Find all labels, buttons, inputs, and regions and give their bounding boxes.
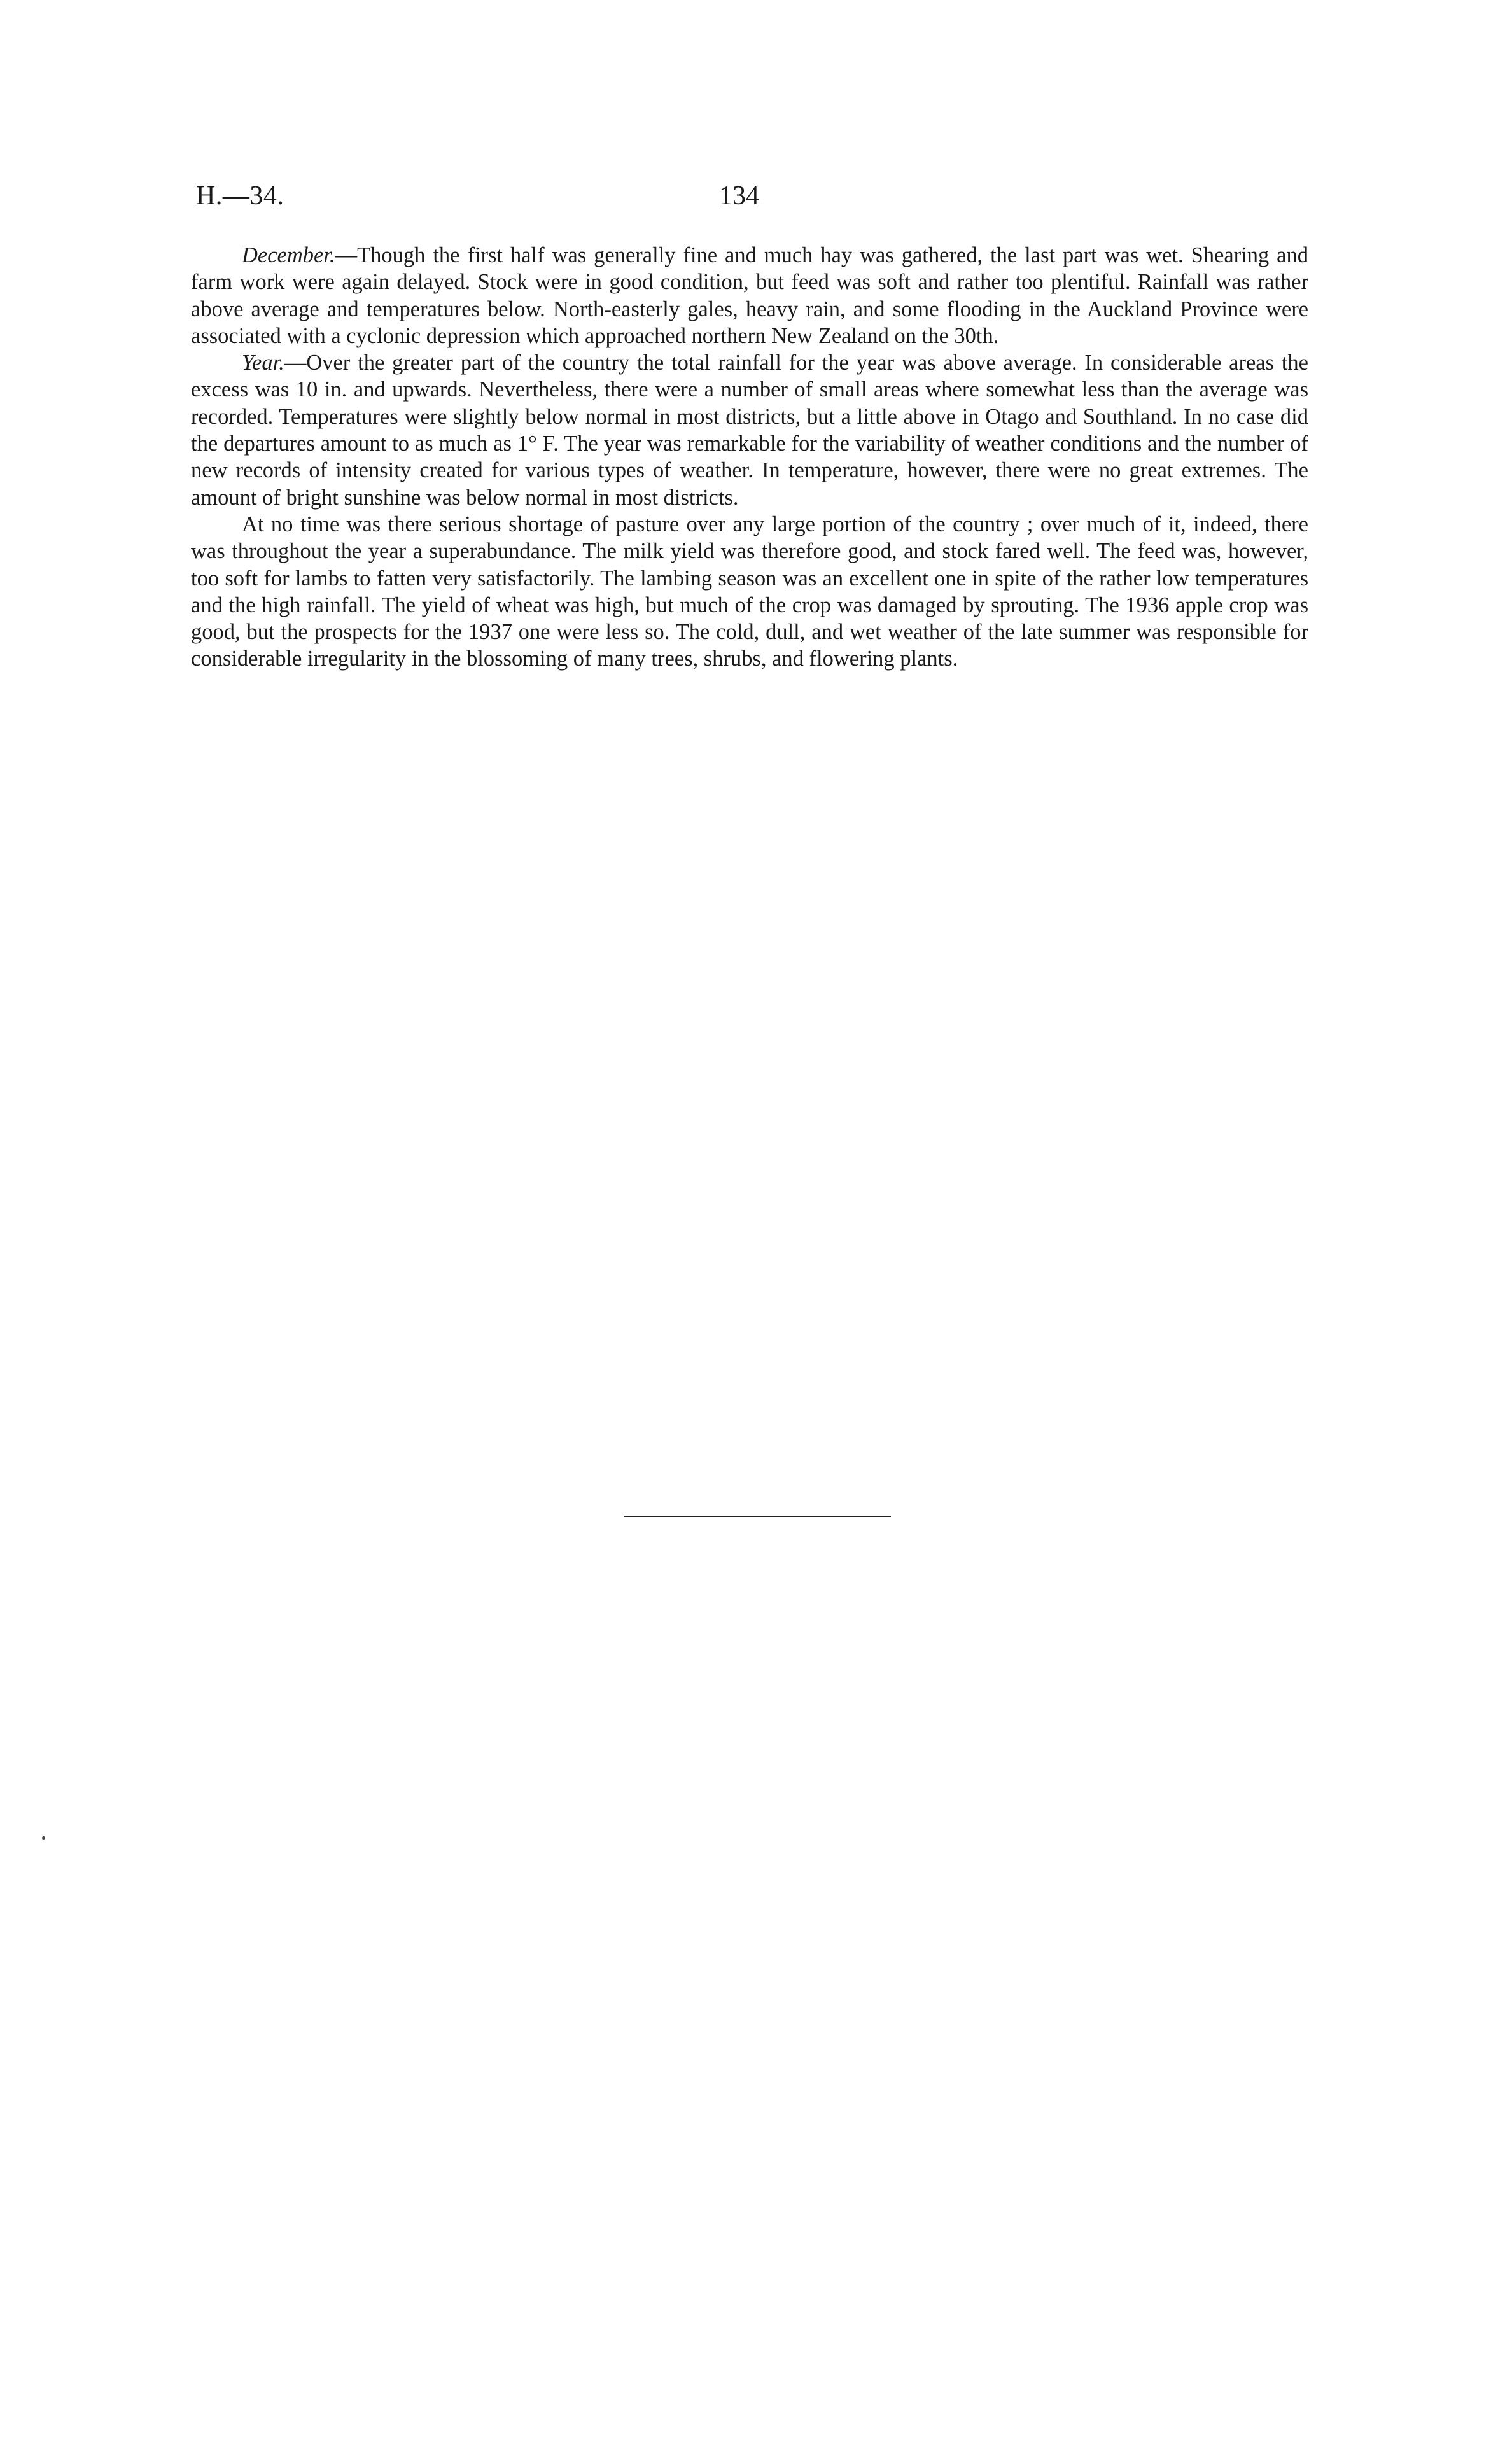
paragraph-text: At no time was there serious shortage of pasture over any large portion of the country ; over much of it, indeed, there was throughout the year a superabundance. The milk yield was therefore good, and stock fared well. The feed was, however, too soft for lambs to fatten very satisfactorily. The lambing season was an excellent one in spite of the rather low temperatures and the high rainfall. The yield of wheat was high, but much of the crop was damaged by sprouting. The 1936 apple crop was good, but the prospects for the 1937 one were less so. The cold, dull, and wet weather of the late summer was responsible for considerable irregularity in the blossoming of many trees, shrubs, and flowering plants. [191,512,1308,671]
page-number: 134 [719,181,759,211]
document-reference: H.—34. [196,181,284,211]
paragraph-pasture [191,511,1308,673]
paragraph-year [191,349,1308,511]
paragraph-lead: Year. [242,351,284,375]
paragraph-lead: December. [242,243,335,267]
scan-speck [42,1836,45,1840]
body-text [191,242,1308,673]
paragraph-text: —Though the first half was generally fine and much hay was gathered, the last part was wet. Shearing and farm work were again delayed. Stock were in good condition, but feed was soft and rather too plentiful. Rainfall was rather above average and temperatures below. North-easterly gales, heavy rain, and some flooding in the Auckland Province were associated with a cyclonic depression which approached northern New Zealand on the 30th. [191,243,1308,348]
paragraph-text: —Over the greater part of the country the total rainfall for the year was above average. In considerable areas the excess was 10 in. and upwards. Nevertheless, there were a number of small areas where somewhat less than the average was recorded. Temperatures were slightly below normal in most districts, but a little above in Otago and Southland. In no case did the departures amount to as much as 1° F. The year was remarkable for the variability of weather conditions and the number of new records of intensity created for various types of weather. In temperature, however, there were no great extremes. The amount of bright sunshine was below normal in most districts. [191,351,1308,510]
page-header [191,181,1308,219]
paragraph-december [191,242,1308,349]
section-divider [624,1516,891,1517]
